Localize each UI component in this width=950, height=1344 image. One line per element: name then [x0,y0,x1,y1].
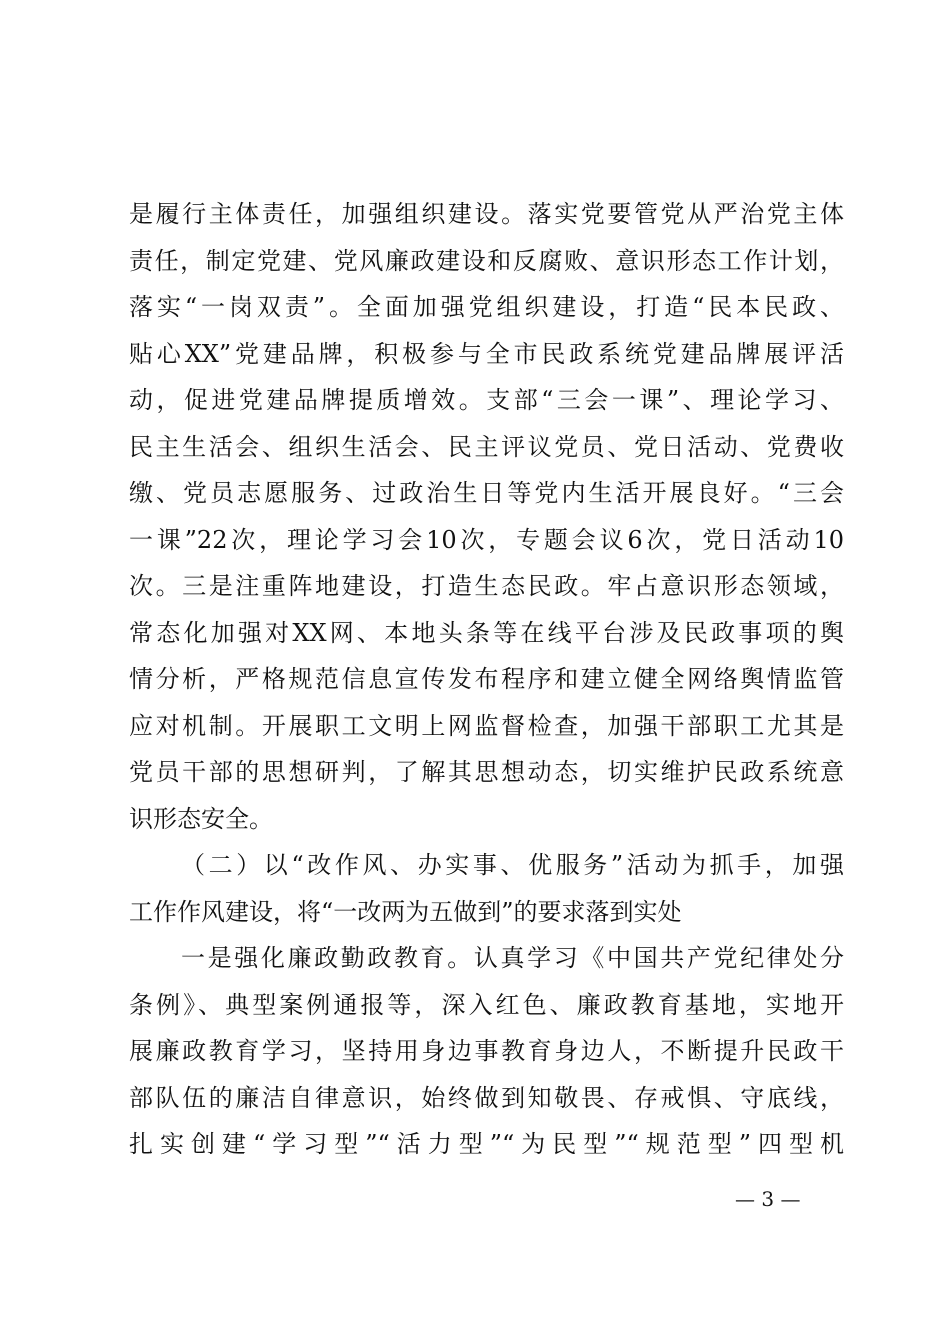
text-line: 条例》、典型案例通报等，深入红色、廉政教育基地，实地开 [129,990,844,1019]
body-text [129,191,844,1168]
text-line: 一课”22次，理论学习会10次，专题会议6次，党日活动10 [129,525,844,554]
section-heading-line: （二）以“改作风、办实事、优服务”活动为抓手，加强 [181,851,844,879]
text-line: 落实“一岗双责”。全面加强党组织建设，打造“民本民政、 [129,293,844,321]
text-line: 一是强化廉政勤政教育。认真学习《中国共产党纪律处分 [181,944,844,972]
text-line: 缴、党员志愿服务、过政治生日等党内生活开展良好。“三会 [129,479,844,507]
text-line: 责任，制定党建、党风廉政建设和反腐败、意识形态工作计划， [129,246,844,275]
text-line: 展廉政教育学习，坚持用身边事教育身边人，不断提升民政干 [129,1037,844,1065]
text-line: 是履行主体责任，加强组织建设。落实党要管党从严治党主体 [129,200,844,228]
section-heading-line: 工作作风建设，将“一改两为五做到”的要求落到实处 [129,897,682,926]
text-line: 部队伍的廉洁自律意识，始终做到知敬畏、存戒惧、守底线， [129,1083,844,1112]
text-line: 动，促进党建品牌提质增效。支部“三会一课”、理论学习、 [129,386,844,414]
text-line: 识形态安全。 [129,804,273,833]
text-line: 贴心XX”党建品牌，积极参与全市民政系统党建品牌展评活 [129,339,844,368]
text-line: 应对机制。开展职工文明上网监督检查，加强干部职工尤其是 [129,711,844,740]
page-number: — 3 — [735,1187,801,1211]
text-line: 常态化加强对XX网、本地头条等在线平台涉及民政事项的舆 [129,618,844,647]
text-line: 扎实创建“学习型”“活力型”“为民型”“规范型”四型机 [129,1130,844,1158]
text-line: 民主生活会、组织生活会、民主评议党员、党日活动、党费收 [129,432,844,461]
text-line: 次。三是注重阵地建设，打造生态民政。牢占意识形态领域， [129,572,844,600]
text-line: 党员干部的思想研判，了解其思想动态，切实维护民政系统意 [129,758,844,786]
text-line: 情分析，严格规范信息宣传发布程序和建立健全网络舆情监管 [129,665,844,693]
